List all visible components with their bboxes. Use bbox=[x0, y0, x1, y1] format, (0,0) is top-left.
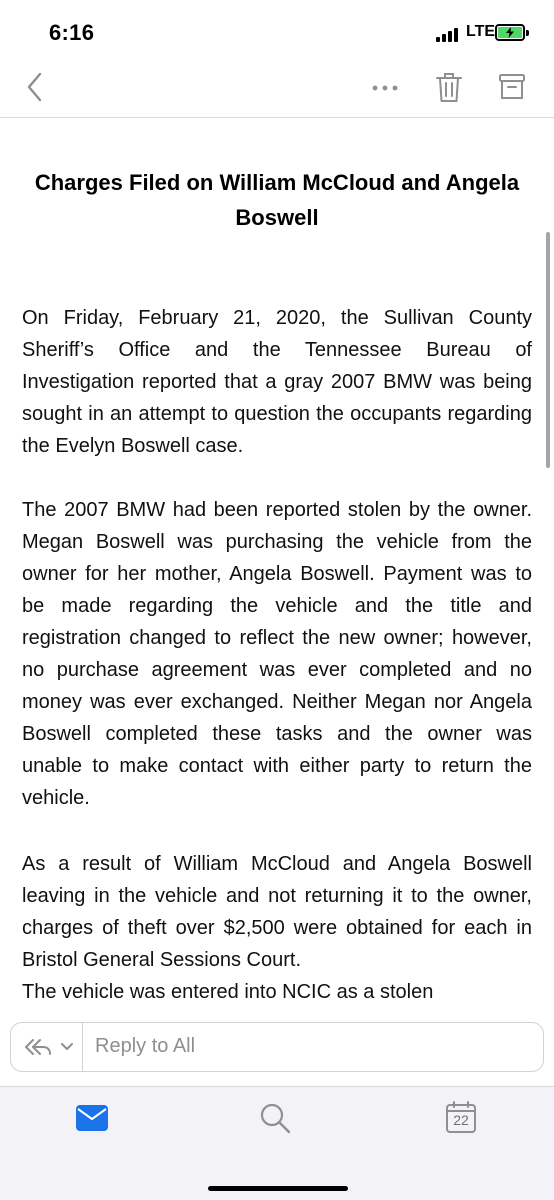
nav-bar bbox=[0, 60, 554, 118]
paragraph: As a result of William McCloud and Angela Boswell leaving in the vehicle and not returning it to the owner, charges of theft over $2,500 were obtained for each in Bristol General Sessions Court. bbox=[22, 853, 532, 971]
article-title: Charges Filed on William McCloud and Angela Boswell bbox=[34, 170, 520, 230]
mail-icon[interactable] bbox=[76, 1105, 108, 1131]
status-bar bbox=[0, 0, 554, 60]
network-type: LTE bbox=[466, 23, 496, 40]
calendar-day: 22 bbox=[453, 1112, 469, 1128]
paragraph: The 2007 BMW had been reported stolen by the owner. Megan Boswell was purchasing the vehicle from the owner for her mother, Angela Boswell. Payment was to be made regarding the vehicle and the title and registration changed to reflect the new owner; however, no purchase agreement was ever completed and no money was ever exchanged. Neither Megan nor Angela Boswell completed these tasks and the owner was unable to make contact with either party to return the vehicle. bbox=[22, 499, 532, 809]
battery-icon bbox=[495, 24, 525, 41]
ellipsis-icon[interactable] bbox=[370, 74, 400, 102]
trash-icon[interactable] bbox=[435, 70, 463, 104]
status-time: 6:16 bbox=[49, 20, 95, 45]
reply-bar bbox=[0, 1018, 554, 1090]
reply-all-dropdown-button[interactable] bbox=[11, 1023, 83, 1071]
reply-input[interactable] bbox=[95, 1035, 515, 1058]
archive-box-icon[interactable] bbox=[498, 72, 526, 102]
search-icon[interactable] bbox=[258, 1101, 292, 1135]
battery-nub bbox=[526, 30, 529, 36]
cellular-signal-icon bbox=[436, 26, 462, 42]
paragraph: On Friday, February 21, 2020, the Sullivan County Sheriff’s Office and the Tennessee Bureau of Investigation reported that a gray 2007 BMW was being sought in an attempt to question the occupants regarding the Evelyn Boswell case. bbox=[22, 307, 532, 457]
scroll-indicator[interactable] bbox=[546, 232, 550, 468]
tab-bar bbox=[0, 1086, 554, 1200]
email-body bbox=[0, 118, 554, 1018]
chevron-left-icon[interactable] bbox=[22, 70, 52, 104]
home-indicator bbox=[208, 1186, 348, 1191]
reply-all-icon bbox=[11, 1023, 83, 1071]
calendar-icon[interactable] bbox=[446, 1101, 476, 1133]
paragraph: The vehicle was entered into NCIC as a stolen bbox=[22, 981, 434, 1003]
reply-box bbox=[10, 1022, 544, 1072]
